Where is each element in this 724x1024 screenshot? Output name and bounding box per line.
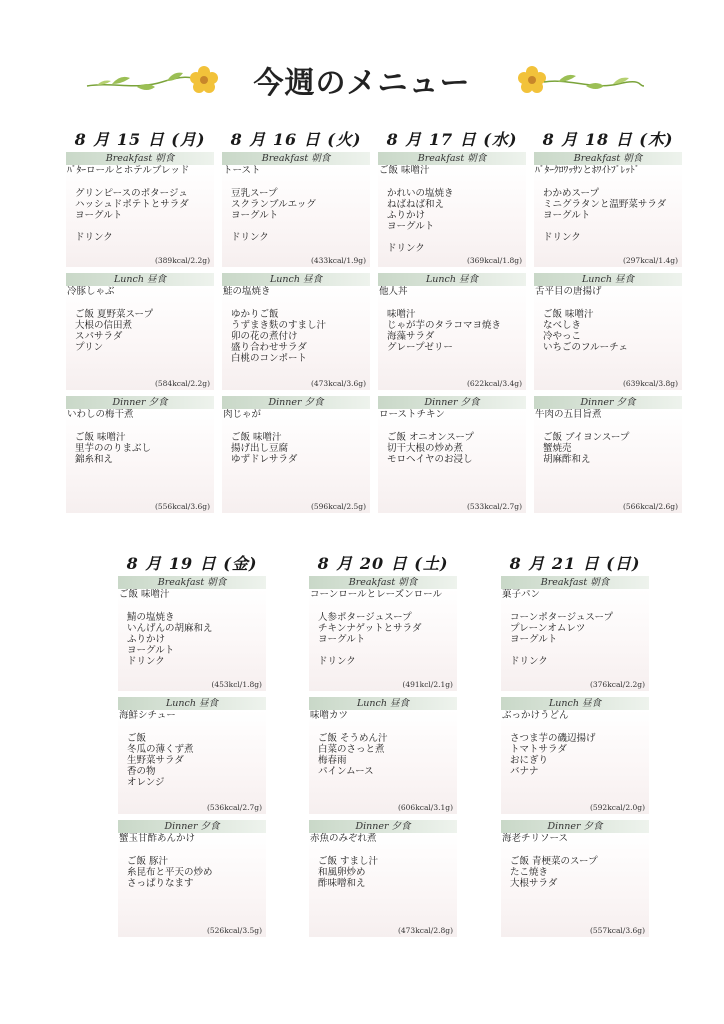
lunch-items [222,309,370,364]
lunch-header: Lunch 昼食 [66,273,214,286]
menu-item: ご飯 オニオンスープ [387,432,474,443]
menu-item: わかめスープ [543,188,600,199]
breakfast-header: Breakfast 朝食 [118,576,266,589]
menu-item: 生野菜サラダ [127,755,184,766]
day-date: 8 月 20 日 (土) [317,554,449,573]
dinner-header: Dinner 夕食 [378,396,526,409]
menu-item: ふりかけ [387,210,426,221]
dinner-main-dish: 赤魚のみぞれ煮 [310,833,377,844]
calorie-label: (389kcal/2.2g) [154,256,210,265]
calorie-label: (491kcl/2.1g) [402,680,453,689]
breakfast-header: Breakfast 朝食 [222,152,370,165]
menu-item: 糸昆布と平天の炒め [127,867,213,878]
menu-item: いんげんの胡麻和え [127,623,213,634]
breakfast-main-dish: ご飯 味噌汁 [119,589,170,600]
menu-item: プレーンオムレツ [510,623,586,634]
menu-item: バナナ [510,766,539,777]
dinner-header: Dinner 夕食 [534,396,682,409]
lunch-header: Lunch 昼食 [534,273,682,286]
calorie-label: (369kcal/1.8g) [466,256,522,265]
calorie-label: (592kcal/2.0g) [589,803,645,812]
day-column [309,552,457,943]
day-column [66,128,214,519]
lunch-header: Lunch 昼食 [501,697,649,710]
day-column [222,128,370,519]
menu-item: ふりかけ [127,634,166,645]
dinner-items [222,432,370,465]
menu-item: ヨーグルト [318,634,366,645]
menu-item: グリンピースのポタージュ [75,188,188,199]
menu-item: ドリンク [387,243,425,254]
dinner-header: Dinner 夕食 [309,820,457,833]
menu-item: パインムース [318,766,374,777]
lunch-header: Lunch 昼食 [118,697,266,710]
lunch-items [378,309,526,353]
breakfast-main-dish: ﾊﾞﾀｰｸﾛﾜｯｻﾝとﾎﾜｲﾄﾌﾞﾚｯﾄﾞ [535,165,640,176]
day-date: 8 月 21 日 (日) [509,554,641,573]
menu-item: ドリンク [318,656,356,667]
calorie-label: (297kcal/1.4g) [622,256,678,265]
lunch-header: Lunch 昼食 [222,273,370,286]
lunch-panel [501,710,649,814]
menu-item: たこ焼き [510,867,549,878]
breakfast-panel [222,165,370,267]
lunch-main-dish: 冷豚しゃぶ [67,286,115,297]
breakfast-items [309,612,457,667]
menu-item: 味噌汁 [387,309,416,320]
dinner-main-dish: いわしの梅干煮 [67,409,134,420]
dinner-items [309,856,457,889]
menu-item: 豆乳スープ [231,188,278,199]
calorie-label: (533kcal/2.7g) [466,502,522,511]
breakfast-main-dish: 菓子パン [502,589,541,600]
lunch-panel [309,710,457,814]
breakfast-main-dish: ﾊﾞﾀｰロールとホテルブレッド [67,165,190,176]
menu-item: 盛り合わせサラダ [231,342,307,353]
menu-item: トマトサラダ [510,744,567,755]
menu-item: グレープゼリー [387,342,453,353]
breakfast-panel [66,165,214,267]
calorie-label: (584kcal/2.2g) [154,379,210,388]
menu-item: ご飯 青梗菜のスープ [510,856,598,867]
dinner-panel [118,833,266,937]
menu-item: 海藻サラダ [387,331,435,342]
lunch-main-dish: ぶっかけうどん [502,710,569,721]
menu-item [231,221,370,232]
calorie-label: (606kcal/3.1g) [397,803,453,812]
dinner-panel [309,833,457,937]
breakfast-items [534,188,682,243]
day-date: 8 月 15 日 (月) [74,130,206,149]
dinner-header: Dinner 夕食 [66,396,214,409]
menu-item: ヨーグルト [543,210,591,221]
calorie-label: (596kcal/2.5g) [310,502,366,511]
breakfast-panel [378,165,526,267]
breakfast-header: Breakfast 朝食 [309,576,457,589]
calorie-label: (473kcal/3.6g) [310,379,366,388]
breakfast-items [222,188,370,243]
menu-item: ご飯 そうめん汁 [318,733,388,744]
menu-item: ドリンク [75,232,113,243]
dinner-items [534,432,682,465]
lunch-main-dish: 他人丼 [379,286,408,297]
menu-item: ヨーグルト [231,210,279,221]
calorie-label: (556kcal/3.6g) [154,502,210,511]
menu-item: うずまき麩のすまし汁 [231,320,327,331]
breakfast-items [501,612,649,667]
lunch-main-dish: 鮭の塩焼き [223,286,271,297]
lunch-items [501,733,649,777]
lunch-panel [66,286,214,390]
calorie-label: (557kcal/3.6g) [589,926,645,935]
dinner-header: Dinner 夕食 [118,820,266,833]
day-column [501,552,649,943]
calorie-label: (639kcal/3.8g) [622,379,678,388]
menu-item: ヨーグルト [387,221,435,232]
menu-item: 白桃のコンポート [231,353,308,364]
menu-item: ドリンク [127,656,165,667]
menu-item [510,645,649,656]
menu-item: ご飯 [127,733,147,744]
dinner-items [378,432,526,465]
dinner-items [118,856,266,889]
breakfast-header: Breakfast 朝食 [501,576,649,589]
breakfast-panel [309,589,457,691]
menu-item: 切干大根の炒め煮 [387,443,464,454]
menu-item: ゆずドレサラダ [231,454,298,465]
dinner-items [66,432,214,465]
menu-item [387,232,526,243]
menu-item: いちごのフルーチェ [543,342,628,353]
lunch-panel [378,286,526,390]
menu-item: 大根サラダ [510,878,558,889]
menu-item: さつま芋の磯辺揚げ [510,733,596,744]
calorie-label: (566kcal/2.6g) [622,502,678,511]
menu-item: 酢味噌和え [318,878,366,889]
breakfast-items [66,188,214,243]
menu-item: オレンジ [127,777,165,788]
dinner-main-dish: 牛肉の五目旨煮 [535,409,602,420]
menu-item: 鯖の塩焼き [127,612,175,623]
dinner-main-dish: 海老チリソース [502,833,569,844]
menu-item: ドリンク [231,232,269,243]
dinner-items [501,856,649,889]
lunch-panel [118,710,266,814]
dinner-panel [378,409,526,513]
menu-item: 揚げ出し豆腐 [231,443,289,454]
dinner-main-dish: 肉じゃが [223,409,262,420]
menu-item: スクランブルエッグ [231,199,316,210]
menu-item: 白菜のさっと煮 [318,744,385,755]
menu-item: チキンナゲットとサラダ [318,623,422,634]
day-column [378,128,526,519]
menu-item: ミニグラタンと温野菜サラダ [543,199,667,210]
lunch-main-dish: 味噌カツ [310,710,349,721]
menu-item: 卯の花の煮付け [231,331,298,342]
dinner-header: Dinner 夕食 [222,396,370,409]
lunch-items [118,733,266,788]
dinner-main-dish: 蟹玉甘酢あんかけ [119,833,196,844]
lunch-panel [222,286,370,390]
menu-item: ハッシュドポテトとサラダ [75,199,189,210]
menu-item: じゃが芋のタラコマヨ焼き [387,320,502,331]
calorie-label: (526kcal/3.5g) [206,926,262,935]
dinner-panel [66,409,214,513]
lunch-items [66,309,214,353]
calorie-label: (453kcl/1.8g) [211,680,262,689]
day-date: 8 月 19 日 (金) [126,554,258,573]
menu-item: ゆかりご飯 [231,309,279,320]
breakfast-header: Breakfast 朝食 [534,152,682,165]
menu-item: ねばねば和え [387,199,445,210]
lunch-items [534,309,682,353]
dinner-panel [222,409,370,513]
menu-item: ご飯 味噌汁 [543,309,594,320]
lunch-header: Lunch 昼食 [309,697,457,710]
flower-vine-icon [508,60,648,100]
dinner-panel [534,409,682,513]
breakfast-header: Breakfast 朝食 [66,152,214,165]
menu-item: プリン [75,342,104,353]
day-date: 8 月 17 日 (水) [386,130,518,149]
calorie-label: (473kcal/2.8g) [397,926,453,935]
lunch-main-dish: 海鮮シチュー [119,710,176,721]
menu-item: 錦糸和え [75,454,114,465]
menu-item [75,221,214,232]
menu-item: 大根の信田煮 [75,320,133,331]
menu-item: ヨーグルト [127,645,175,656]
breakfast-header: Breakfast 朝食 [378,152,526,165]
day-column [534,128,682,519]
breakfast-main-dish: ご飯 味噌汁 [379,165,430,176]
day-column [118,552,266,943]
menu-item: ご飯 味噌汁 [75,432,126,443]
menu-item: ご飯 豚汁 [127,856,169,867]
breakfast-items [378,188,526,254]
page-header [0,58,724,102]
calorie-label: (622kcal/3.4g) [466,379,522,388]
calorie-label: (376kcal/2.2g) [589,680,645,689]
menu-item: ご飯 ブイヨンスープ [543,432,630,443]
breakfast-items [118,612,266,667]
menu-item: 人参ポタージュスープ [318,612,412,623]
lunch-panel [534,286,682,390]
menu-item: ドリンク [543,232,581,243]
dinner-header: Dinner 夕食 [501,820,649,833]
menu-item: 里芋ののりまぶし [75,443,152,454]
dinner-panel [501,833,649,937]
menu-item: ご飯 すまし汁 [318,856,379,867]
menu-item: 冷やっこ [543,331,582,342]
breakfast-panel [501,589,649,691]
menu-item: コーンポタージュスープ [510,612,613,623]
menu-item: 和風卵炒め [318,867,366,878]
lunch-items [309,733,457,777]
menu-item: 胡麻酢和え [543,454,591,465]
menu-item: 梅春雨 [318,755,347,766]
menu-item: ドリンク [510,656,548,667]
menu-item: 蟹焼売 [543,443,572,454]
lunch-header: Lunch 昼食 [378,273,526,286]
menu-item: おにぎり [510,755,549,766]
calorie-label: (433kcal/1.9g) [310,256,366,265]
menu-item: 冬瓜の薄くず煮 [127,744,194,755]
calorie-label: (536kcal/2.7g) [206,803,262,812]
menu-item: ヨーグルト [75,210,123,221]
lunch-main-dish: 舌平目の唐揚げ [535,286,602,297]
menu-item: モロヘイヤのお浸し [387,454,473,465]
menu-item: 香の物 [127,766,156,777]
dinner-main-dish: ローストチキン [379,409,445,420]
menu-item: かれいの塩焼き [387,188,454,199]
page-title: 今週のメニュー [253,66,471,101]
menu-item: なべしき [543,320,582,331]
day-date: 8 月 16 日 (火) [230,130,362,149]
breakfast-panel [118,589,266,691]
menu-item [318,645,457,656]
menu-item: ご飯 味噌汁 [231,432,282,443]
menu-item [543,221,682,232]
day-date: 8 月 18 日 (木) [542,130,674,149]
menu-item: ヨーグルト [510,634,558,645]
menu-item: スパサラダ [75,331,123,342]
breakfast-main-dish: トースト [223,165,261,176]
menu-item: ご飯 夏野菜スープ [75,309,154,320]
breakfast-panel [534,165,682,267]
breakfast-main-dish: コーンロールとレーズンロール [310,589,442,600]
menu-item: さっぱりなます [127,878,194,889]
